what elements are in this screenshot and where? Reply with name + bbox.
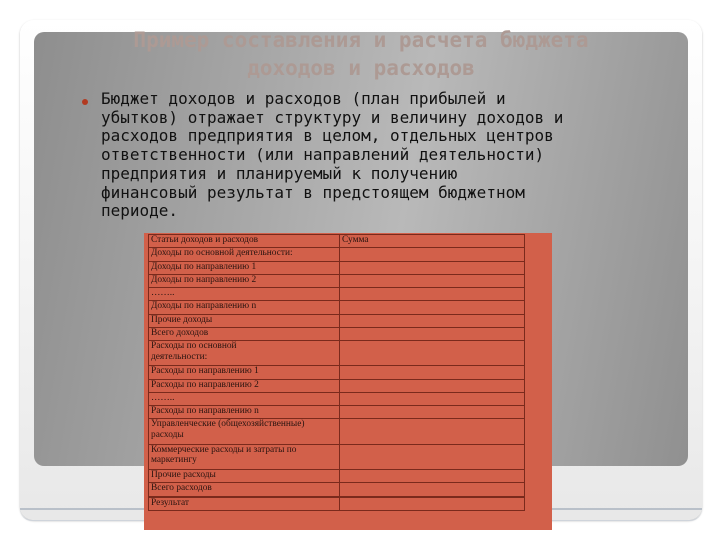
table-row [149, 301, 525, 314]
row-label-cell: Управленческие (общехозяйственные) расходы [149, 419, 340, 444]
table-row [149, 288, 525, 301]
row-label-cell: Результат [149, 497, 340, 510]
row-amount-cell [340, 314, 525, 327]
row-amount-cell [340, 497, 525, 510]
table-row [149, 470, 525, 483]
row-amount-cell [340, 341, 525, 366]
row-amount-cell [340, 261, 525, 274]
row-amount-cell [340, 444, 525, 469]
bullet-icon [82, 99, 88, 105]
row-amount-cell [340, 392, 525, 405]
row-amount-cell [340, 366, 525, 379]
row-label-cell: Коммерческие расходы и затраты по маркетингу [149, 444, 340, 469]
row-label-cell: Расходы по основной деятельности: [149, 341, 340, 366]
table-row [149, 274, 525, 287]
row-amount-cell [340, 248, 525, 261]
row-amount-cell [340, 327, 525, 340]
table-row [149, 314, 525, 327]
table-row [149, 497, 525, 510]
row-label-cell: Доходы по основной деятельности: [149, 248, 340, 261]
table-row [149, 444, 525, 469]
row-label-cell: Расходы по направлению 2 [149, 379, 340, 392]
row-label-cell: Всего доходов [149, 327, 340, 340]
row-label-cell: Прочие расходы [149, 470, 340, 483]
row-label-cell: Прочие доходы [149, 314, 340, 327]
table-row [149, 392, 525, 405]
row-amount-cell [340, 483, 525, 496]
row-amount-cell [340, 379, 525, 392]
row-label-cell: Доходы по направлению n [149, 301, 340, 314]
row-amount-cell [340, 470, 525, 483]
table-row [149, 248, 525, 261]
row-label-cell: Всего расходов [149, 483, 340, 496]
table-row [149, 327, 525, 340]
row-label-cell: Доходы по направлению 1 [149, 261, 340, 274]
header-cell-items: Статьи доходов и расходов [149, 235, 340, 248]
row-label-cell: …….. [149, 392, 340, 405]
table-row [149, 483, 525, 496]
row-amount-cell [340, 274, 525, 287]
row-amount-cell [340, 288, 525, 301]
table-header-row [149, 235, 525, 248]
table-row [149, 419, 525, 444]
row-label-cell: Доходы по направлению 2 [149, 274, 340, 287]
budget-table [148, 234, 525, 511]
row-amount-cell [340, 419, 525, 444]
row-label-cell: Расходы по направлению n [149, 406, 340, 419]
table-row [149, 406, 525, 419]
header-cell-amount: Сумма [340, 235, 525, 248]
table-row [149, 379, 525, 392]
row-label-cell: Расходы по направлению 1 [149, 366, 340, 379]
bullet-text: Бюджет доходов и расходов (план прибылей и убытков) отражает структуру и величину доходов и расходов предприятия в целом, отдельных центров ответственности (или направлений деятельности) предприятия и планируемый к получению финансовый результат в предстоящем бюджетном периоде. [101, 89, 564, 221]
row-amount-cell [340, 406, 525, 419]
table-row [149, 366, 525, 379]
row-label-cell: …….. [149, 288, 340, 301]
slide-title: Пример составления и расчета бюджета доходов и расходов [133, 28, 589, 80]
row-amount-cell [340, 301, 525, 314]
table-row [149, 341, 525, 366]
table-row [149, 261, 525, 274]
